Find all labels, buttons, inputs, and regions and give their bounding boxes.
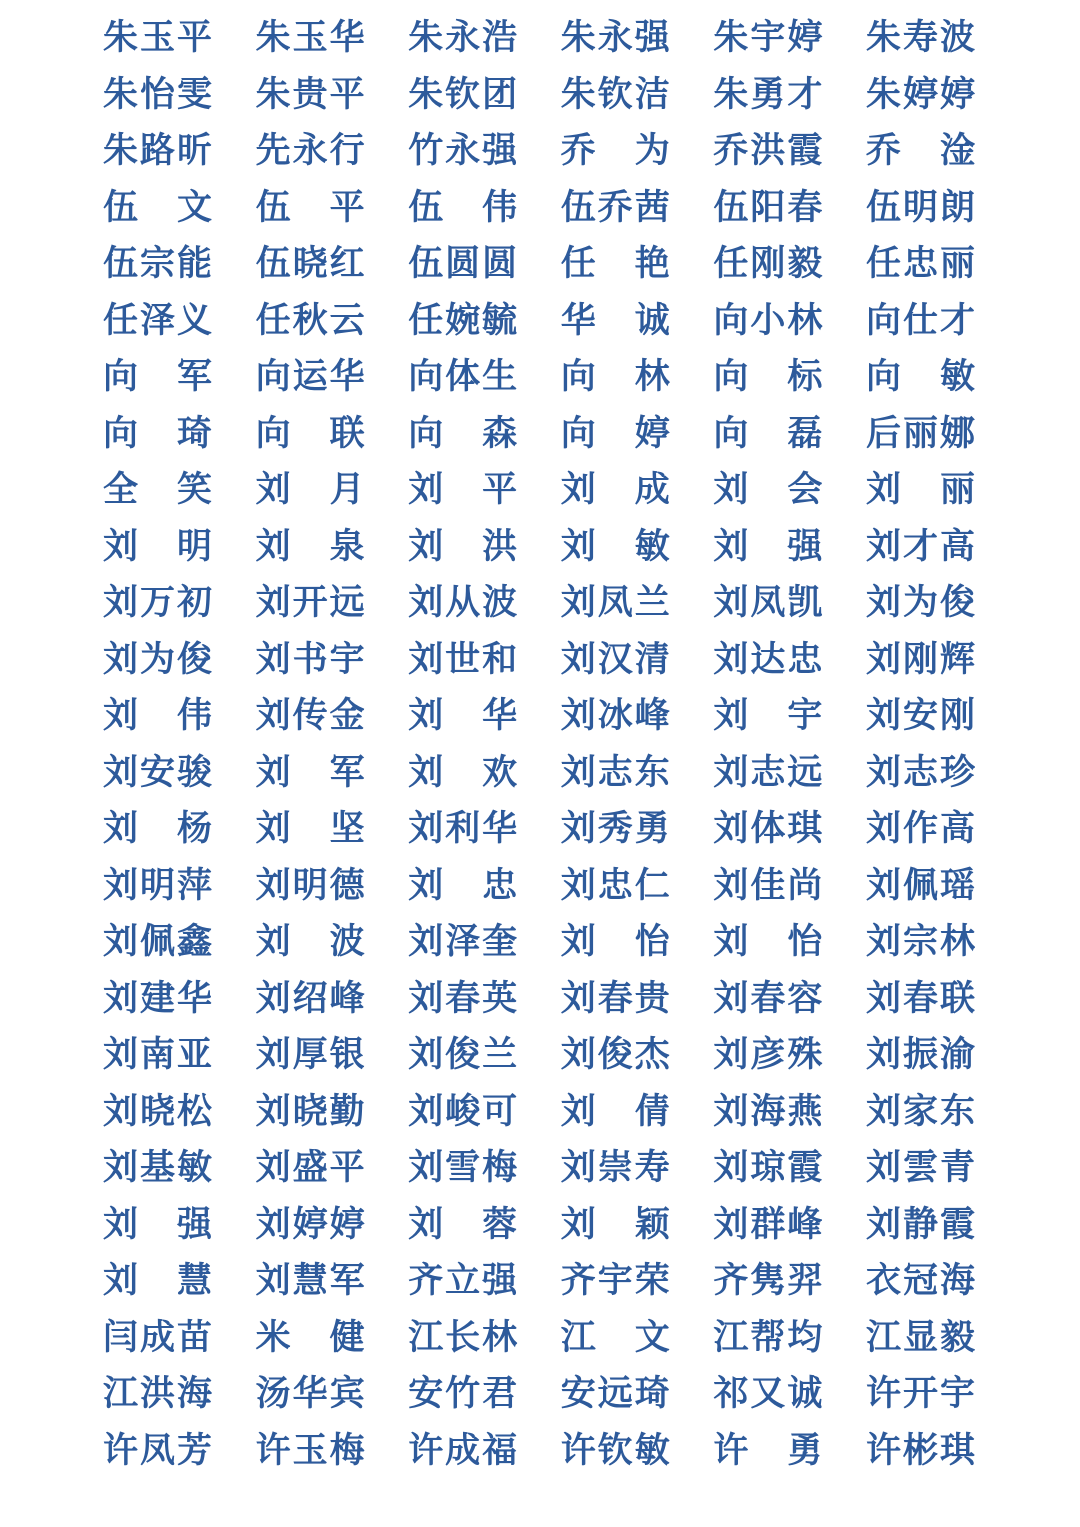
name-entry: 刘 书 宇 — [255, 638, 365, 680]
name-entry: 许 玉 梅 — [255, 1429, 365, 1471]
name-entry: 朱 宇 婷 — [713, 17, 823, 58]
name-entry: 伍 宗 能 — [103, 243, 212, 284]
name-entry: 刘 洪 — [408, 525, 518, 567]
name-entry: 刘 万 初 — [103, 582, 212, 623]
name-entry: 刘 慧 军 — [255, 1260, 365, 1301]
name-entry: 安 远 琦 — [560, 1373, 670, 1414]
name-entry: 刘 才 高 — [865, 525, 975, 567]
name-entry: 刘 波 — [255, 921, 365, 962]
name-entry: 刘 基 敏 — [103, 1147, 212, 1188]
name-entry: 刘 蓉 — [408, 1203, 518, 1245]
name-entry: 刘 杨 — [103, 808, 212, 849]
name-entry: 刘 春 容 — [713, 977, 823, 1019]
name-entry: 向 仕 才 — [865, 299, 975, 341]
name-entry: 刘 伟 — [103, 695, 212, 736]
name-entry: 刘 颖 — [560, 1203, 670, 1245]
name-entry: 刘 盛 平 — [255, 1147, 365, 1188]
name-entry: 刘 崇 寿 — [560, 1147, 670, 1188]
name-entry: 全 笑 — [103, 469, 212, 510]
name-entry: 刘 宗 林 — [865, 921, 975, 962]
name-entry: 刘 俊 杰 — [560, 1034, 670, 1075]
name-entry: 刘 欢 — [408, 751, 518, 793]
name-entry: 伍 乔 茜 — [560, 186, 670, 228]
name-entry: 江 文 — [560, 1316, 670, 1358]
name-entry: 许 凤 芳 — [103, 1429, 212, 1471]
name-entry: 朱 贵 平 — [255, 73, 365, 115]
name-entry: 刘 刚 辉 — [865, 638, 975, 680]
name-entry: 刘 凤 凯 — [713, 582, 823, 623]
name-entry: 许 勇 — [713, 1429, 823, 1471]
name-entry: 闫 成 苗 — [103, 1316, 212, 1358]
name-entry: 刘 雪 梅 — [408, 1147, 518, 1188]
name-entry: 刘 传 金 — [255, 695, 365, 736]
name-entry: 刘 佳 尚 — [713, 864, 823, 906]
name-entry: 任 泽 义 — [103, 299, 212, 341]
name-entry: 刘 倩 — [560, 1090, 670, 1132]
name-entry: 刘 绍 峰 — [255, 977, 365, 1019]
name-entry: 刘 雲 青 — [865, 1147, 975, 1188]
name-entry: 向 琦 — [103, 412, 212, 454]
name-entry: 齐 宇 荣 — [560, 1260, 670, 1301]
name-entry: 刘 平 — [408, 469, 518, 510]
name-entry: 刘 忠 — [408, 864, 518, 906]
name-entry: 刘 会 — [713, 469, 823, 510]
name-entry: 任 艳 — [560, 243, 670, 284]
name-entry: 乔 洪 霞 — [713, 130, 823, 171]
name-entry: 朱 勇 才 — [713, 73, 823, 115]
name-entry: 刘 晓 松 — [103, 1090, 212, 1132]
name-entry: 伍 伟 — [408, 186, 518, 228]
name-entry: 江 洪 海 — [103, 1373, 212, 1414]
name-entry: 刘 达 忠 — [713, 638, 823, 680]
name-entry: 刘 家 东 — [865, 1090, 975, 1132]
name-entry: 任 婉 毓 — [408, 299, 518, 341]
name-entry: 刘 俊 兰 — [408, 1034, 518, 1075]
name-entry: 刘 月 — [255, 469, 365, 510]
name-entry: 刘 为 俊 — [865, 582, 975, 623]
name-entry: 任 秋 云 — [255, 299, 365, 341]
name-entry: 向 林 — [560, 356, 670, 397]
name-entry: 后 丽 娜 — [865, 412, 975, 454]
name-entry: 向 运 华 — [255, 356, 365, 397]
name-entry: 任 忠 丽 — [865, 243, 975, 284]
name-entry: 刘 敏 — [560, 525, 670, 567]
name-entry: 刘 彦 殊 — [713, 1034, 823, 1075]
name-entry: 刘 泉 — [255, 525, 365, 567]
name-entry: 刘 冰 峰 — [560, 695, 670, 736]
name-entry: 向 军 — [103, 356, 212, 397]
name-entry: 伍 阳 春 — [713, 186, 823, 228]
name-entry: 刘 春 贵 — [560, 977, 670, 1019]
name-entry: 朱 婷 婷 — [865, 73, 975, 115]
name-entry: 向 敏 — [865, 356, 975, 397]
name-entry: 刘 成 — [560, 469, 670, 510]
name-entry: 刘 志 远 — [713, 751, 823, 793]
name-entry: 许 开 宇 — [865, 1373, 975, 1414]
name-entry: 刘 琼 霞 — [713, 1147, 823, 1188]
name-entry: 刘 春 联 — [865, 977, 975, 1019]
name-entry: 齐 立 强 — [408, 1260, 518, 1301]
name-entry: 任 刚 毅 — [713, 243, 823, 284]
name-entry: 刘 华 — [408, 695, 518, 736]
name-entry: 刘 建 华 — [103, 977, 212, 1019]
name-entry: 衣 冠 海 — [865, 1260, 975, 1301]
name-entry: 江 帮 均 — [713, 1316, 823, 1358]
name-entry: 刘 志 珍 — [865, 751, 975, 793]
name-entry: 刘 坚 — [255, 808, 365, 849]
name-entry: 刘 强 — [713, 525, 823, 567]
name-entry: 刘 世 和 — [408, 638, 518, 680]
name-entry: 朱 怡 雯 — [103, 73, 212, 115]
name-entry: 江 长 林 — [408, 1316, 518, 1358]
name-entry: 刘 宇 — [713, 695, 823, 736]
name-entry: 许 彬 琪 — [865, 1429, 975, 1471]
name-entry: 刘 秀 勇 — [560, 808, 670, 849]
name-entry: 向 磊 — [713, 412, 823, 454]
name-entry: 刘 群 峰 — [713, 1203, 823, 1245]
name-entry: 米 健 — [255, 1316, 365, 1358]
name-entry: 刘 振 渝 — [865, 1034, 975, 1075]
name-entry: 刘 体 琪 — [713, 808, 823, 849]
name-entry: 祁 又 诚 — [713, 1373, 823, 1414]
name-entry: 朱 玉 平 — [103, 17, 212, 58]
name-entry: 刘 慧 — [103, 1260, 212, 1301]
name-entry: 刘 从 波 — [408, 582, 518, 623]
name-entry: 许 成 福 — [408, 1429, 518, 1471]
name-entry: 刘 作 高 — [865, 808, 975, 849]
name-entry: 朱 永 强 — [560, 17, 670, 58]
name-entry: 竹 永 强 — [408, 130, 518, 171]
name-entry: 刘 志 东 — [560, 751, 670, 793]
name-entry: 刘 晓 勤 — [255, 1090, 365, 1132]
name-entry: 先 永 行 — [255, 130, 365, 171]
name-entry: 伍 圆 圆 — [408, 243, 518, 284]
name-entry: 向 婷 — [560, 412, 670, 454]
name-entry: 汤 华 宾 — [255, 1373, 365, 1414]
name-entry: 向 小 林 — [713, 299, 823, 341]
name-entry: 伍 文 — [103, 186, 212, 228]
name-entry: 安 竹 君 — [408, 1373, 518, 1414]
name-entry: 刘 佩 瑶 — [865, 864, 975, 906]
name-entry: 刘 军 — [255, 751, 365, 793]
name-entry: 刘 怡 — [560, 921, 670, 962]
name-entry: 刘 佩 鑫 — [103, 921, 212, 962]
name-entry: 刘 峻 可 — [408, 1090, 518, 1132]
name-list-grid — [103, 10, 983, 1479]
name-entry: 刘 婷 婷 — [255, 1203, 365, 1245]
name-entry: 刘 安 骏 — [103, 751, 212, 793]
name-entry: 刘 开 远 — [255, 582, 365, 623]
name-entry: 乔 淦 — [865, 130, 975, 171]
name-entry: 许 钦 敏 — [560, 1429, 670, 1471]
name-entry: 刘 安 刚 — [865, 695, 975, 736]
name-entry: 江 显 毅 — [865, 1316, 975, 1358]
name-entry: 朱 钦 团 — [408, 73, 518, 115]
name-entry: 刘 泽 奎 — [408, 921, 518, 962]
name-entry: 向 森 — [408, 412, 518, 454]
name-entry: 刘 忠 仁 — [560, 864, 670, 906]
name-entry: 乔 为 — [560, 130, 670, 171]
name-entry: 刘 明 德 — [255, 864, 365, 906]
name-entry: 向 联 — [255, 412, 365, 454]
name-entry: 朱 路 昕 — [103, 130, 212, 171]
name-entry: 刘 南 亚 — [103, 1034, 212, 1075]
name-entry: 华 诚 — [560, 299, 670, 341]
name-entry: 刘 凤 兰 — [560, 582, 670, 623]
name-entry: 刘 海 燕 — [713, 1090, 823, 1132]
name-entry: 向 标 — [713, 356, 823, 397]
name-entry: 刘 厚 银 — [255, 1034, 365, 1075]
name-entry: 向 体 生 — [408, 356, 518, 397]
name-entry: 伍 晓 红 — [255, 243, 365, 284]
name-entry: 刘 丽 — [865, 469, 975, 510]
name-entry: 朱 永 浩 — [408, 17, 518, 58]
name-entry: 伍 平 — [255, 186, 365, 228]
name-entry: 朱 玉 华 — [255, 17, 365, 58]
name-entry: 刘 汉 清 — [560, 638, 670, 680]
name-entry: 刘 怡 — [713, 921, 823, 962]
name-entry: 刘 明 — [103, 525, 212, 567]
name-entry: 刘 强 — [103, 1203, 212, 1245]
name-entry: 朱 寿 波 — [865, 17, 975, 58]
name-entry: 刘 静 霞 — [865, 1203, 975, 1245]
name-entry: 刘 春 英 — [408, 977, 518, 1019]
name-entry: 刘 利 华 — [408, 808, 518, 849]
name-entry: 齐 隽 羿 — [713, 1260, 823, 1301]
name-entry: 朱 钦 洁 — [560, 73, 670, 115]
name-entry: 刘 为 俊 — [103, 638, 212, 680]
name-entry: 伍 明 朗 — [865, 186, 975, 228]
name-entry: 刘 明 萍 — [103, 864, 212, 906]
